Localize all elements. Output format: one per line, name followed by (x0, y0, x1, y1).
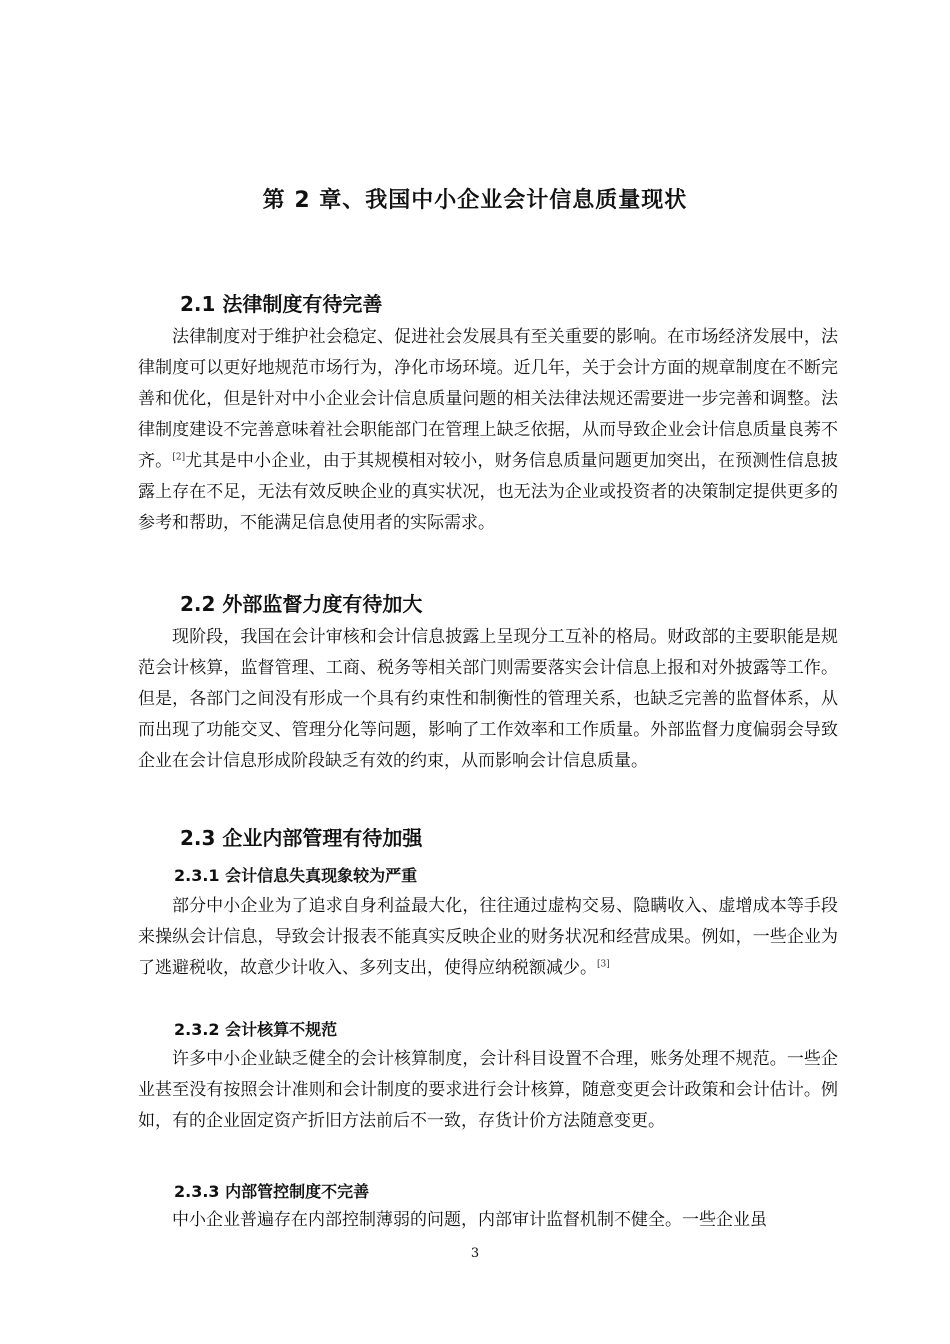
section-2-3-3-paragraph: 中小企业普遍存在内部控制薄弱的问题，内部审计监督机制不健全。一些企业虽 (172, 1210, 767, 1230)
citation-marker: [3] (597, 959, 610, 970)
section-2-1-paragraph (138, 322, 838, 539)
subsection-heading-2-3-2: 2.3.2 会计核算不规范 (174, 1020, 338, 1039)
subsection-heading-2-3-3: 2.3.3 内部管控制度不完善 (174, 1182, 370, 1201)
subsection-heading-2-3-1: 2.3.1 会计信息失真现象较为严重 (174, 866, 418, 885)
paragraph-text: 尤其是中小企业，由于其规模相对较小，财务信息质量问题更加突出，在预测性信息披露上存在不足，无法有效反映企业的真实状况，也无法为企业或投资者的决策制定提供更多的参考和帮助，不能满足信息使用者的实际需求。 (138, 451, 839, 533)
page-number: 3 (470, 1246, 480, 1261)
section-2-3-2-paragraph: 许多中小企业缺乏健全的会计核算制度，会计科目设置不合理，账务处理不规范。一些企业甚至没有按照会计准则和会计制度的要求进行会计核算，随意变更会计政策和会计估计。例如，有的企业固定资产折旧方法前后不一致，存货计价方法随意变更。 (138, 1049, 838, 1131)
citation-marker: [2] (172, 452, 186, 463)
paragraph-text: 部分中小企业为了追求自身利益最大化，往往通过虚构交易、隐瞒收入、虚增成本等手段来操纵会计信息，导致会计报表不能真实反映企业的财务状况和经营成果。例如，一些企业为了逃避税收，故意少计收入、多列支出，使得应纳税额减少。 (138, 896, 838, 978)
section-2-3-1-paragraph (138, 891, 838, 984)
section-heading-2-2: 2.2 外部监督力度有待加大 (180, 592, 423, 616)
section-2-2-paragraph: 现阶段，我国在会计审核和会计信息披露上呈现分工互补的格局。财政部的主要职能是规范会计核算，监督管理、工商、税务等相关部门则需要落实会计信息上报和对外披露等工作。但是，各部门之间没有形成一个具有约束性和制衡性的管理关系，也缺乏完善的监督体系，从而出现了功能交叉、管理分化等问题，影响了工作效率和工作质量。外部监督力度偏弱会导致企业在会计信息形成阶段缺乏有效的约束，从而影响会计信息质量。 (138, 627, 838, 771)
chapter-title: 第 2 章、我国中小企业会计信息质量现状 (262, 188, 688, 213)
section-heading-2-3: 2.3 企业内部管理有待加强 (180, 826, 423, 850)
paragraph-text: 法律制度对于维护社会稳定、促进社会发展具有至关重要的影响。在市场经济发展中，法律制度可以更好地规范市场行为，净化市场环境。近几年，关于会计方面的规章制度在不断完善和优化，但是针对中小企业会计信息质量问题的相关法律法规还需要进一步完善和调整。法律制度建设不完善意味着社会职能部门在管理上缺乏依据，从而导致企业会计信息质量良莠不齐。 (138, 327, 838, 471)
section-heading-2-1: 2.1 法律制度有待完善 (180, 292, 383, 316)
